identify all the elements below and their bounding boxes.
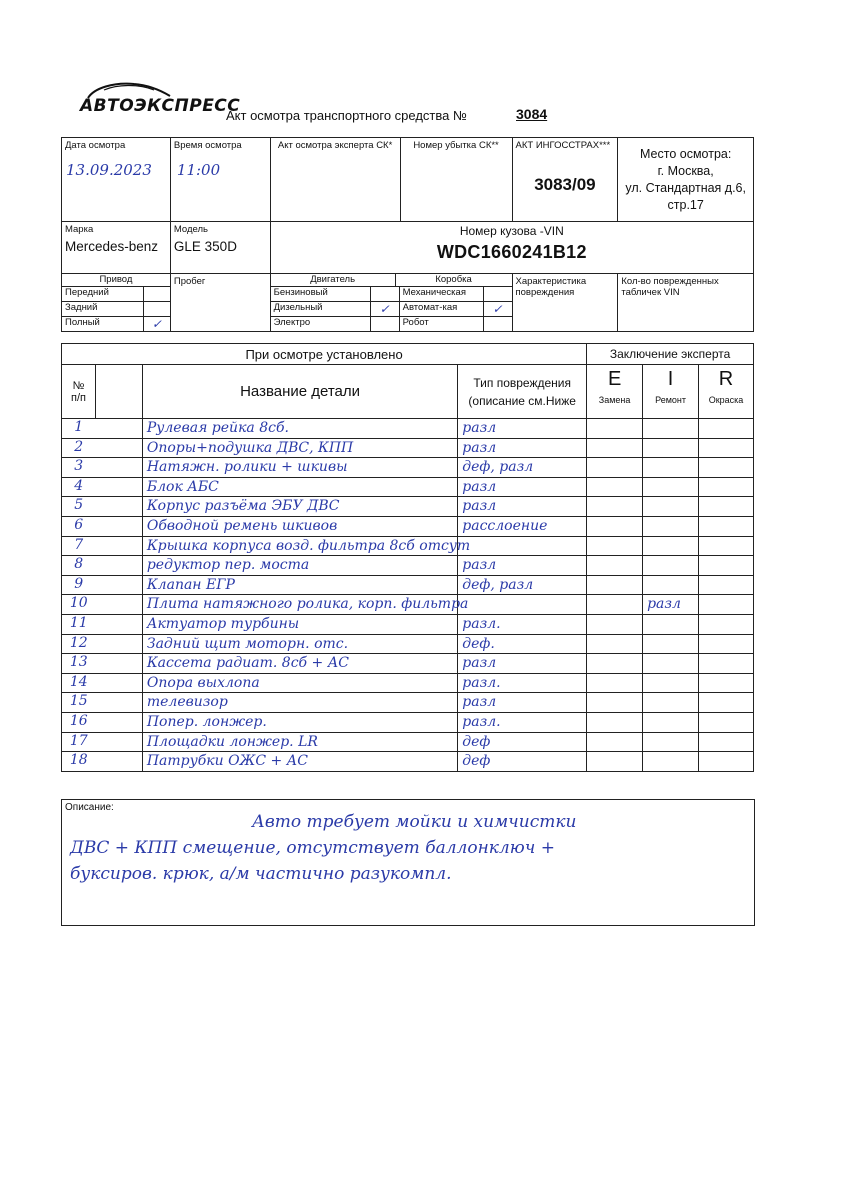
row-part <box>142 477 457 497</box>
row-number <box>62 536 96 556</box>
row-part-text: Патрубки ОЖС + АС <box>146 753 308 770</box>
table-row <box>62 752 754 772</box>
description-box <box>61 799 755 926</box>
row-i <box>643 693 699 713</box>
row-e <box>587 419 643 439</box>
col-i-sub: Ремонт <box>655 395 686 405</box>
engine-diesel-mark: ✓ <box>370 302 399 316</box>
row-r <box>699 673 754 693</box>
row-i <box>643 458 699 478</box>
place-building: стр.17 <box>667 197 704 212</box>
description-line-1: Авто требует мойки и химчистки <box>252 812 577 832</box>
row-i <box>643 673 699 693</box>
row-r <box>699 693 754 713</box>
gearbox-label: Коробка <box>395 274 512 286</box>
row-e <box>587 654 643 674</box>
row-number-text: 9 <box>74 575 84 592</box>
make-value: Mercedes-benz <box>65 239 159 254</box>
description-line-2: ДВС + КПП смещение, отсутствует баллонключ + <box>70 838 555 858</box>
engine-electric-box <box>370 317 399 331</box>
row-blank <box>95 752 142 772</box>
row-damage <box>458 556 587 576</box>
row-part <box>142 732 457 752</box>
row-r <box>699 595 754 615</box>
row-damage <box>458 595 587 615</box>
plates-label: Кол-во поврежденных табличек VIN <box>621 276 719 298</box>
col-e-sub: Замена <box>598 395 631 405</box>
row-number <box>62 556 96 576</box>
row-blank <box>95 477 142 497</box>
row-part-text: Крышка корпуса возд. фильтра 8сб отсут <box>146 537 471 554</box>
place-cell <box>618 138 754 222</box>
row-number-text: 8 <box>74 556 84 573</box>
engine-petrol-box <box>370 287 399 301</box>
drive-full-label: Полный <box>65 317 100 328</box>
row-i <box>643 419 699 439</box>
drive-label: Привод <box>62 274 170 287</box>
ingos-act-value: 3083/09 <box>534 175 596 194</box>
row-damage-text: разл. <box>462 713 501 730</box>
description-line-3: буксиров. крюк, а/м частично разукомпл. <box>70 864 452 884</box>
row-damage <box>458 477 587 497</box>
row-blank <box>95 438 142 458</box>
row-i <box>643 614 699 634</box>
loss-number-label: Номер убытка СК** <box>413 140 499 151</box>
row-part-text: Задний щит моторн. отс. <box>146 635 349 652</box>
row-r <box>699 536 754 556</box>
row-number <box>62 419 96 439</box>
row-number-text: 7 <box>74 536 84 553</box>
row-r <box>699 438 754 458</box>
row-part-text: Обводной ремень шкивов <box>146 517 338 534</box>
row-number-text: 12 <box>69 634 88 651</box>
table-row <box>62 575 754 595</box>
row-damage-text: деф, разл <box>462 576 534 593</box>
company-logo-text: АВТОЭКСПРЕСС <box>80 96 241 116</box>
section-title: При осмотре установлено <box>245 346 403 362</box>
row-blank <box>95 654 142 674</box>
row-number-text: 5 <box>74 497 84 514</box>
ingos-act-label: АКТ ИНГОССТРАХ*** <box>515 140 611 151</box>
row-number <box>62 477 96 497</box>
date-cell <box>62 138 171 222</box>
place-city: г. Москва, <box>657 163 714 178</box>
row-number <box>62 575 96 595</box>
row-i <box>643 575 699 595</box>
model-value: GLE 350D <box>173 239 237 254</box>
col-num-label-2: п/п <box>70 391 86 404</box>
row-part-text: Кассета радиат. 8сб + АС <box>146 655 350 672</box>
vin-cell <box>270 222 753 274</box>
drive-rear-box <box>143 302 170 316</box>
row-part <box>142 458 457 478</box>
row-number <box>62 497 96 517</box>
ingos-act-cell <box>512 138 618 222</box>
row-r <box>699 634 754 654</box>
row-number-text: 3 <box>74 458 84 475</box>
row-part <box>142 556 457 576</box>
col-num-label-1: № <box>72 379 85 392</box>
row-blank <box>95 693 142 713</box>
row-number <box>62 516 96 536</box>
row-blank <box>95 614 142 634</box>
row-number-text: 14 <box>69 673 88 690</box>
row-number <box>62 732 96 752</box>
row-i <box>643 634 699 654</box>
row-part <box>142 595 469 615</box>
row-r <box>699 732 754 752</box>
vin-value: WDC1660241B12 <box>436 242 587 262</box>
gearbox-robot-label: Робот <box>399 317 483 331</box>
row-number-text: 18 <box>69 752 88 769</box>
row-r <box>699 458 754 478</box>
col-damage-header <box>458 365 587 419</box>
row-part-text: Попер. лонжер. <box>146 713 267 730</box>
row-damage <box>458 673 587 693</box>
row-number <box>62 438 96 458</box>
row-part <box>142 673 457 693</box>
row-blank <box>95 419 142 439</box>
row-part-text: Блок АБС <box>146 478 219 495</box>
row-damage-text: деф, разл <box>462 459 534 476</box>
row-damage-text: разл <box>462 655 497 672</box>
row-damage <box>458 438 587 458</box>
row-damage-text: деф. <box>462 635 495 652</box>
loss-number-cell <box>400 138 512 222</box>
row-r <box>699 752 754 772</box>
row-e <box>587 595 643 615</box>
row-damage <box>458 516 587 536</box>
row-part <box>142 516 457 536</box>
row-blank <box>95 536 142 556</box>
row-damage-text: разл <box>462 439 497 456</box>
row-part <box>142 752 457 772</box>
row-damage-text: расслоение <box>462 517 548 534</box>
row-damage <box>458 536 587 556</box>
col-part-label: Название детали <box>240 383 361 400</box>
row-e <box>587 438 643 458</box>
row-blank <box>95 732 142 752</box>
row-e <box>587 477 643 497</box>
row-i-text: разл <box>647 596 681 613</box>
table-row <box>62 614 754 634</box>
row-damage <box>458 634 587 654</box>
damage-char-label: Характеристика повреждения <box>515 276 587 298</box>
row-number <box>62 458 96 478</box>
row-e <box>587 516 643 536</box>
row-part-text: Корпус разъёма ЭБУ ДВС <box>146 498 340 515</box>
place-street: ул. Стандартная д.6, <box>625 180 746 195</box>
engine-gearbox-cell <box>270 274 512 332</box>
row-part-text: Актуатор турбины <box>146 615 300 632</box>
row-number-text: 1 <box>74 419 84 435</box>
engine-diesel-label: Дизельный <box>273 302 323 313</box>
drive-front-label: Передний <box>65 287 109 298</box>
col-damage-label-1: Тип повреждения <box>473 375 572 390</box>
col-blank-header <box>95 365 142 419</box>
row-number-text: 10 <box>69 595 88 612</box>
col-e-header <box>587 365 643 419</box>
row-number-text: 13 <box>69 654 88 671</box>
row-part <box>142 419 457 439</box>
row-e <box>587 458 643 478</box>
row-number <box>62 634 96 654</box>
row-blank <box>95 556 142 576</box>
engine-label: Двигатель <box>310 274 356 285</box>
row-r <box>699 477 754 497</box>
table-row <box>62 654 754 674</box>
date-label: Дата осмотра <box>65 140 126 151</box>
row-damage <box>458 458 587 478</box>
col-r-sub: Окраска <box>708 395 744 405</box>
row-part <box>142 712 457 732</box>
row-i <box>643 438 699 458</box>
table-row <box>62 693 754 713</box>
row-e <box>587 614 643 634</box>
row-number-text: 16 <box>69 712 88 729</box>
col-r-header <box>699 365 754 419</box>
col-part-header <box>142 365 457 419</box>
row-part-text: редуктор пер. моста <box>146 557 310 574</box>
row-number <box>62 752 96 772</box>
row-i <box>643 536 699 556</box>
row-part <box>142 575 457 595</box>
row-damage <box>458 752 587 772</box>
vin-label: Номер кузова -VIN <box>459 224 564 238</box>
gearbox-auto-label: Автомат-кая <box>399 302 483 316</box>
plates-cell <box>618 274 754 332</box>
row-i <box>643 516 699 536</box>
row-number <box>62 654 96 674</box>
row-damage-text: разл <box>462 478 497 495</box>
col-i-label: I <box>667 368 674 390</box>
expert-conclusion-cell <box>587 344 754 365</box>
time-label: Время осмотра <box>173 140 242 151</box>
table-row <box>62 536 754 556</box>
gearbox-manual-label: Механическая <box>399 287 483 301</box>
row-i <box>643 654 699 674</box>
row-blank <box>95 516 142 536</box>
row-i <box>643 595 699 615</box>
engine-electric-label: Электро <box>273 317 311 328</box>
table-row <box>62 712 754 732</box>
gearbox-robot-box <box>483 317 512 331</box>
row-damage-text: разл <box>462 557 497 574</box>
model-cell <box>170 222 270 274</box>
col-damage-label-2: (описание см.Ниже <box>468 393 576 408</box>
row-number-text: 17 <box>69 732 88 749</box>
row-part <box>142 536 471 556</box>
vehicle-info-table <box>61 137 754 332</box>
row-number <box>62 712 96 732</box>
row-damage-text: разл <box>462 694 497 711</box>
drive-cell <box>62 274 171 332</box>
table-row <box>62 419 754 439</box>
row-number-text: 15 <box>69 693 88 710</box>
section-title-cell <box>62 344 587 365</box>
col-e-label: E <box>607 368 622 390</box>
engine-petrol-label: Бензиновый <box>273 287 328 298</box>
row-e <box>587 732 643 752</box>
row-r <box>699 712 754 732</box>
table-row <box>62 438 754 458</box>
row-e <box>587 752 643 772</box>
row-part-text: Плита натяжного ролика, корп. фильтра <box>146 596 469 613</box>
model-label: Модель <box>173 224 209 235</box>
row-number <box>62 673 96 693</box>
row-blank <box>95 458 142 478</box>
row-part <box>142 614 457 634</box>
row-damage <box>458 693 587 713</box>
row-part-text: Опора выхлопа <box>146 674 260 691</box>
table-row <box>62 516 754 536</box>
row-number <box>62 595 96 615</box>
expert-act-cell <box>270 138 400 222</box>
row-part-text: телевизор <box>146 694 228 711</box>
row-part-text: Рулевая рейка 8сб. <box>146 420 289 436</box>
row-damage-text: разл <box>462 420 497 436</box>
inspection-rows <box>62 419 754 772</box>
description-label: Описание: <box>65 802 114 813</box>
row-damage-text: деф <box>462 753 491 770</box>
drive-front-box <box>143 287 170 301</box>
row-r <box>699 654 754 674</box>
row-damage-text: разл. <box>462 674 501 691</box>
row-damage <box>458 732 587 752</box>
row-r <box>699 497 754 517</box>
row-part <box>142 497 457 517</box>
drive-full-mark: ✓ <box>143 317 170 331</box>
row-damage-text: разл <box>462 498 497 515</box>
gearbox-auto-mark: ✓ <box>483 302 512 316</box>
time-value: 11:00 <box>176 161 221 179</box>
row-damage <box>458 614 587 634</box>
row-blank <box>95 634 142 654</box>
row-part <box>142 438 457 458</box>
time-cell <box>170 138 270 222</box>
row-damage <box>458 575 587 595</box>
row-r <box>699 614 754 634</box>
row-r <box>699 556 754 576</box>
row-damage-text: разл. <box>462 615 501 632</box>
damage-char-cell <box>512 274 618 332</box>
row-number-text: 2 <box>74 438 84 455</box>
row-number-text: 11 <box>69 614 88 631</box>
table-row <box>62 556 754 576</box>
table-row <box>62 497 754 517</box>
place-label: Место осмотра: <box>640 146 732 161</box>
row-i <box>643 732 699 752</box>
row-i <box>643 556 699 576</box>
table-row <box>62 634 754 654</box>
row-damage-text: деф <box>462 733 491 750</box>
row-part <box>142 693 457 713</box>
row-blank <box>95 575 142 595</box>
row-e <box>587 497 643 517</box>
row-blank <box>95 712 142 732</box>
row-number-text: 4 <box>74 477 84 494</box>
date-value: 13.09.2023 <box>66 161 152 179</box>
expert-conclusion-label: Заключение эксперта <box>609 347 731 361</box>
row-part <box>142 634 457 654</box>
row-damage <box>458 497 587 517</box>
row-damage <box>458 654 587 674</box>
row-e <box>587 536 643 556</box>
row-e <box>587 556 643 576</box>
row-blank <box>95 497 142 517</box>
col-r-label: R <box>718 368 734 390</box>
row-part <box>142 654 457 674</box>
gearbox-manual-box <box>483 287 512 301</box>
row-i <box>643 497 699 517</box>
row-e <box>587 673 643 693</box>
document-title: Акт осмотра транспортного средства № <box>226 108 467 123</box>
row-part-text: Опоры+подушка ДВС, КПП <box>146 439 354 456</box>
row-e <box>587 712 643 732</box>
row-part-text: Клапан ЕГР <box>146 576 235 593</box>
row-r <box>699 419 754 439</box>
row-e <box>587 575 643 595</box>
row-blank <box>95 673 142 693</box>
row-number-text: 6 <box>74 516 84 533</box>
document-number: 3084 <box>516 106 548 122</box>
mileage-label: Пробег <box>173 276 206 287</box>
mileage-cell <box>170 274 270 332</box>
make-cell <box>62 222 171 274</box>
row-i <box>643 752 699 772</box>
row-damage <box>458 712 587 732</box>
table-row <box>62 458 754 478</box>
row-damage <box>458 419 587 439</box>
row-number <box>62 693 96 713</box>
row-i <box>643 477 699 497</box>
col-i-header <box>643 365 699 419</box>
table-row <box>62 732 754 752</box>
row-number <box>62 614 96 634</box>
table-row <box>62 673 754 693</box>
inspection-table <box>61 343 754 772</box>
make-label: Марка <box>65 224 94 235</box>
expert-act-label: Акт осмотра эксперта СК* <box>277 140 393 151</box>
row-i <box>643 712 699 732</box>
row-part-text: Натяжн. ролики + шкивы <box>146 459 348 476</box>
row-blank <box>95 595 142 615</box>
row-e <box>587 634 643 654</box>
drive-rear-label: Задний <box>65 302 98 313</box>
row-e <box>587 693 643 713</box>
col-num-header <box>62 365 96 419</box>
row-r <box>699 575 754 595</box>
table-row <box>62 595 754 615</box>
table-row <box>62 477 754 497</box>
row-part-text: Площадки лонжер. LR <box>146 733 318 750</box>
row-r <box>699 516 754 536</box>
